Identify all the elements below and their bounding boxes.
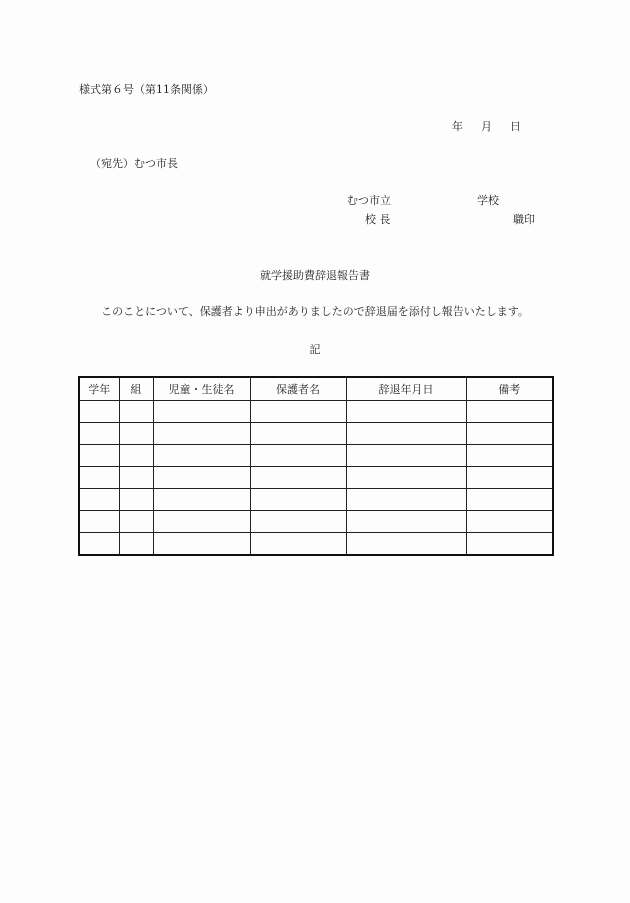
table-cell [250, 423, 346, 445]
table-cell [346, 401, 466, 423]
column-header-class: 組 [119, 377, 153, 401]
principal-label: 校 長 [365, 213, 391, 226]
table-cell [346, 511, 466, 533]
table-cell [153, 511, 250, 533]
table-header-row [79, 377, 553, 401]
table-cell [119, 401, 153, 423]
date-line [452, 118, 521, 134]
table-row [79, 533, 553, 556]
ki-label: 記 [309, 343, 321, 356]
table-cell [466, 423, 553, 445]
table-row [79, 445, 553, 467]
table-cell [79, 445, 119, 467]
table-cell [119, 467, 153, 489]
table-cell [79, 423, 119, 445]
table-row [79, 489, 553, 511]
table-cell [153, 423, 250, 445]
table-cell [153, 445, 250, 467]
table-cell [119, 533, 153, 556]
table-cell [250, 489, 346, 511]
table-cell [466, 511, 553, 533]
table-row [79, 401, 553, 423]
table-row [79, 423, 553, 445]
table-cell [346, 533, 466, 556]
school-suffix: 学校 [477, 194, 499, 207]
table-cell [79, 467, 119, 489]
table-cell [466, 445, 553, 467]
table-cell [119, 423, 153, 445]
addressee: （宛先）むつ市長 [90, 157, 178, 170]
table-row [79, 467, 553, 489]
form-number: 様式第６号（第11条関係） [79, 83, 214, 96]
table-cell [119, 511, 153, 533]
table-cell [153, 533, 250, 556]
table-cell [119, 489, 153, 511]
table-cell [79, 533, 119, 556]
document-title: 就学援助費辞退報告書 [260, 269, 370, 282]
table-cell [250, 467, 346, 489]
table-cell [79, 401, 119, 423]
table-cell [466, 533, 553, 556]
school-prefix: むつ市立 [347, 194, 391, 207]
table-row [79, 511, 553, 533]
principal-line [365, 211, 535, 227]
date-month-label: 月 [481, 120, 492, 133]
table-cell [346, 489, 466, 511]
column-header-remarks: 備考 [466, 377, 553, 401]
table-cell [250, 533, 346, 556]
table-cell [250, 401, 346, 423]
table-cell [153, 401, 250, 423]
table-cell [153, 489, 250, 511]
table-cell [346, 445, 466, 467]
table-cell [466, 489, 553, 511]
table-cell [79, 511, 119, 533]
table-cell [250, 445, 346, 467]
column-header-grade: 学年 [79, 377, 119, 401]
table-cell [466, 467, 553, 489]
table-cell [119, 445, 153, 467]
table-cell [346, 423, 466, 445]
column-header-guardian-name: 保護者名 [250, 377, 346, 401]
date-year-label: 年 [452, 120, 463, 133]
record-table [78, 376, 554, 556]
table-cell [250, 511, 346, 533]
official-seal-label: 職印 [513, 213, 535, 226]
table-cell [153, 467, 250, 489]
date-day-label: 日 [510, 120, 521, 133]
school-line [347, 192, 499, 208]
body-text: このことについて、保護者より申出がありましたので辞退届を添付し報告いたします。 [101, 305, 529, 318]
table-cell [79, 489, 119, 511]
table-cell [346, 467, 466, 489]
table-cell [466, 401, 553, 423]
column-header-withdrawal-date: 辞退年月日 [346, 377, 466, 401]
column-header-student-name: 児童・生徒名 [153, 377, 250, 401]
